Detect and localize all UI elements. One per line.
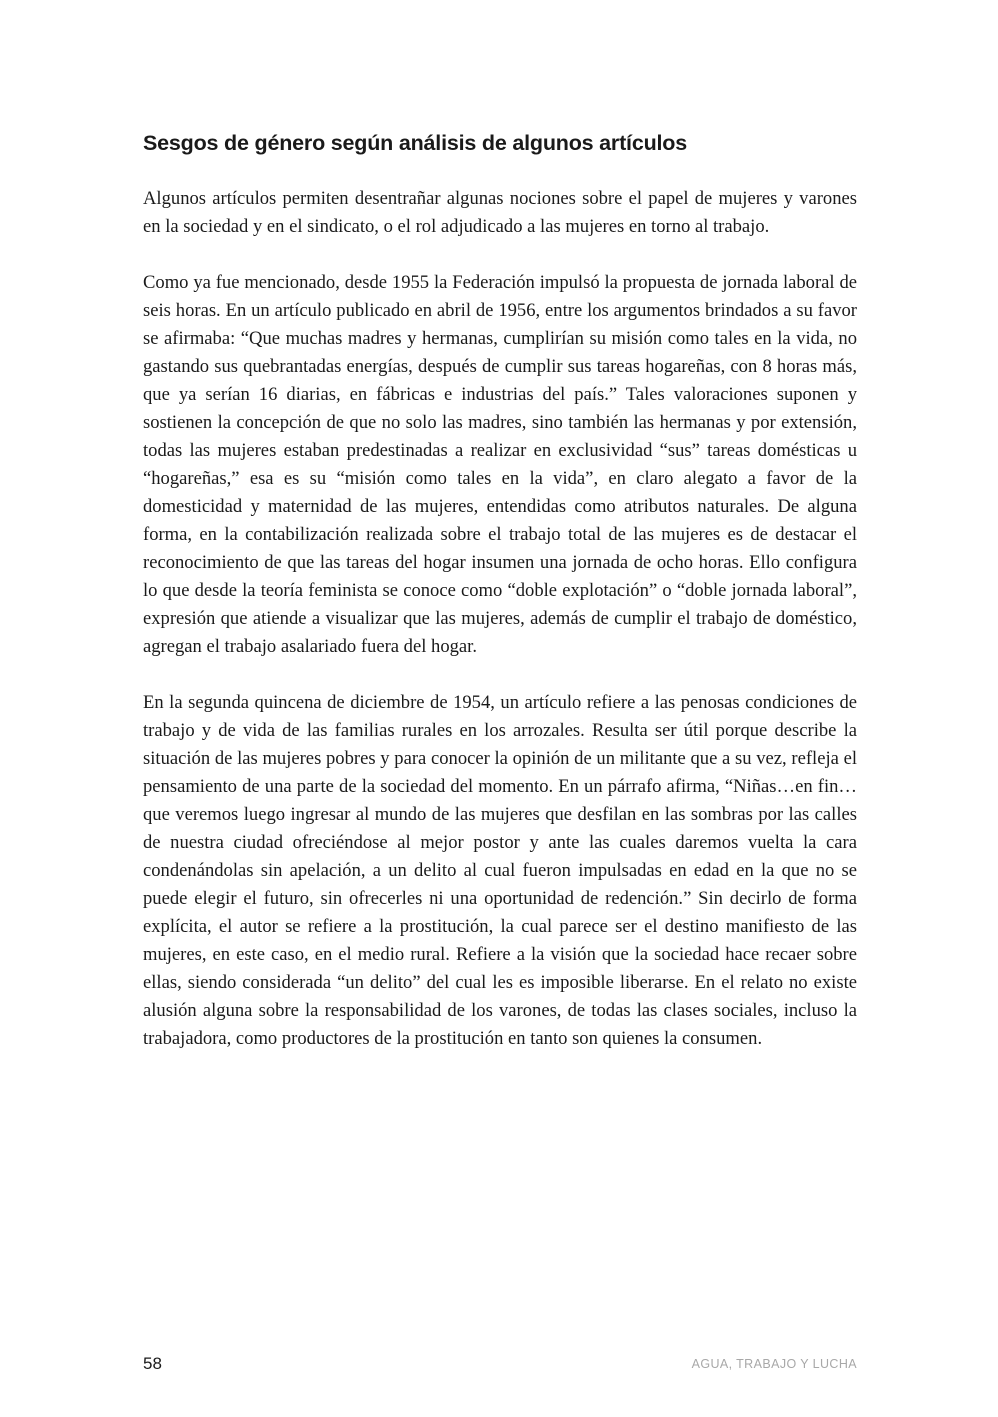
running-title: AGUA, TRABAJO Y LUCHA	[691, 1357, 857, 1371]
section-heading: Sesgos de género según análisis de algunos artículos	[143, 131, 687, 155]
body-paragraph-3: En la segunda quincena de diciembre de 1954, un artículo refiere a las penosas condiciones de trabajo y de vida de las familias rurales en los arrozales. Resulta ser útil porque describe la situación de las mujeres pobres y para conocer la opinión de un militante que a su vez, refleja el pensamiento de una parte de la sociedad del momento. En un párrafo afirma, “Niñas…en fin…que veremos luego ingresar al mundo de las mujeres que desfilan en las sombras por las calles de nuestra ciudad ofreciéndose al mejor postor y ante las cuales daremos vuelta la cara condenándolas sin apelación, a un delito al cual fueron impulsadas en edad en la que no se puede elegir el futuro, sin ofrecerles ni una oportunidad de redención.” Sin decirlo de forma explícita, el autor se refiere a la prostitución, la cual parece ser el destino manifiesto de las mujeres, en este caso, en el medio rural. Refiere a la visión que la sociedad hace recaer sobre ellas, siendo considerada “un delito” del cual les es imposible liberarse. En el relato no existe alusión alguna sobre la responsabilidad de los varones, de todas las clases sociales, incluso la trabajadora, como productores de la prostitución en tanto son quienes la consumen.	[143, 692, 857, 1049]
page-number: 58	[143, 1354, 162, 1373]
body-paragraph-2: Como ya fue mencionado, desde 1955 la Federación impulsó la propuesta de jornada laboral de seis horas. En un artículo publicado en abril de 1956, entre los argumentos brindados a su favor se afirmaba: “Que muchas madres y hermanas, cumplirían su misión como tales en la vida, no gastando sus quebrantadas energías, después de cumplir sus tareas hogareñas, con 8 horas más, que ya serían 16 diarias, en fábricas e industrias del país.” Tales valoraciones suponen y sostienen la concepción de que no solo las madres, sino también las hermanas y por extensión, todas las mujeres estaban predestinadas a realizar en exclusividad “sus” tareas domésticas u “hogareñas,” esa es su “misión como tales en la vida”, en claro alegato a favor de la domesticidad y maternidad de las mujeres, entendidas como atributos naturales. De alguna forma, en la contabilización realizada sobre el trabajo total de las mujeres es de destacar el reconocimiento de que las tareas del hogar insumen una jornada de ocho horas. Ello configura lo que desde la teoría feminista se conoce como “doble explotación” o “doble jornada laboral”, expresión que atiende a visualizar que las mujeres, además de cumplir el trabajo de doméstico, agregan el trabajo asalariado fuera del hogar.	[143, 272, 857, 657]
body-paragraph-1: Algunos artículos permiten desentrañar algunas nociones sobre el papel de mujeres y varones en la sociedad y en el sindicato, o el rol adjudicado a las mujeres en torno al trabajo.	[143, 188, 857, 237]
page-content	[143, 128, 857, 1081]
